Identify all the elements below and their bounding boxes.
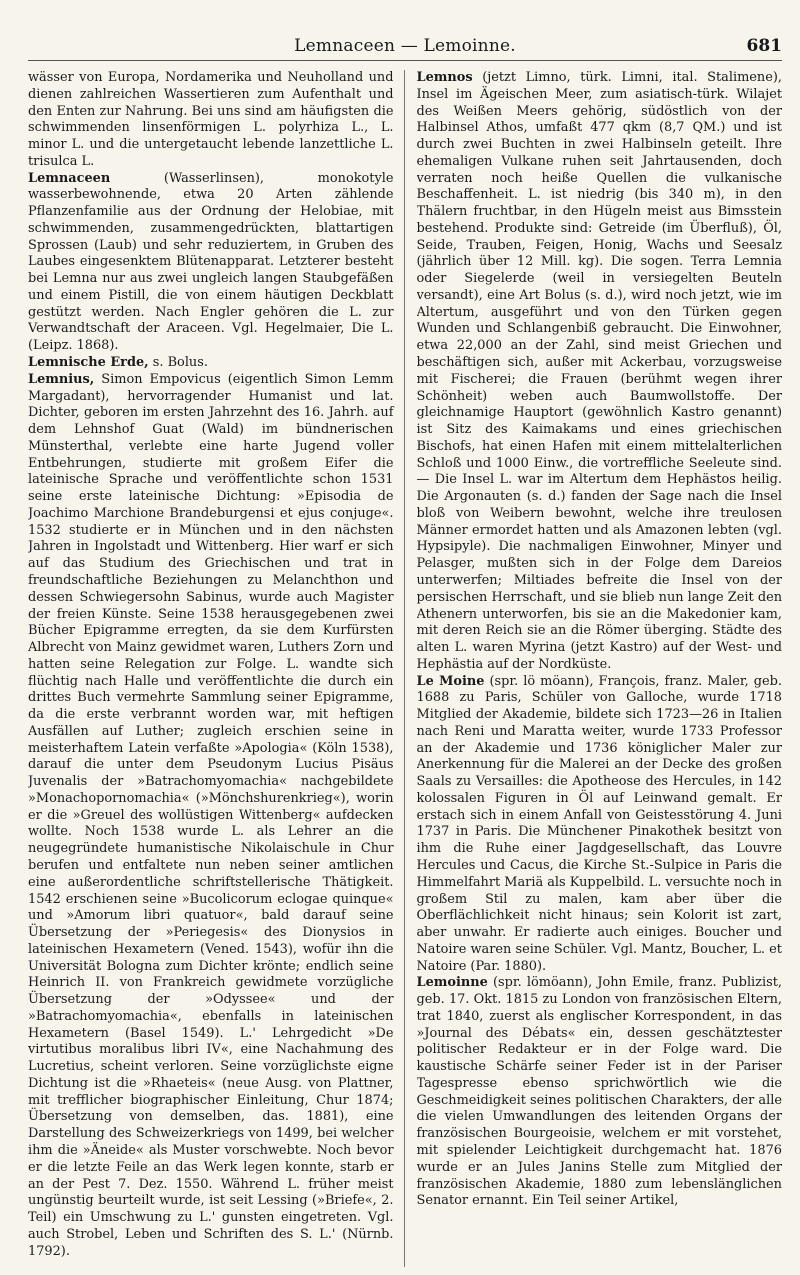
entry-text: Simon Empovicus (eigentlich Simon Lemm Margadant), hervorragender Humanist und lat. Dichter, geboren im ersten Jahrzehnt des 16. Jahrh. auf dem Lehnshof Guat (Wald) im bündnerischen Münsterthal, verlebte eine harte Jugend voller Entbehrungen, studierte mit großem Eifer die lateinische Sprache und veröffentlichte schon 1531 seine erste lateinische Dichtung: »Episodia de Joachimo Marchione Brandeburgensi et ejus conjuge«. 1532 studierte er in München und in den nächsten Jahren in Ingolstadt und Wittenberg. Hier warf er sich auf das Studium des Griechischen und trat in freundschaftliche Beziehungen zu Melanchthon und dessen Schwiegersohn Sabinus, wurde auch Magister der freien Künste. Seine 1538 herausgegebenen zwei Bücher Epigramme erregten, da sie dem Kurfürsten Albrecht von Mainz gewidmet waren, Luthers Zorn und hatten seine Relegation zur Folge. L. wandte sich flüchtig nach Halle und veröffentlichte die durch ein drittes Buch vermehrte Sammlung seiner Epigramme, da die erste verbrannt worden war, mit heftigen Ausfällen auf Luther; zugleich erschien seine in meisterhaftem Latein verfaßte »Apologia« (Köln 1538), darauf die unter dem Pseudonym Lucius Pisäus Juvenalis der »Batrachomyomachia« nachgebildete »Monachopornomachia« (»Mönchshurenkrieg«), worin er die »Greuel des wollüstigen Wittenberg« aufdecken wollte. Noch 1538 wurde L. als Lehrer an die neugegründete humanistische Nikolaischule in Chur berufen und entfaltete nun neben seiner amtlichen eine außerordentliche schriftstellerische Thätigkeit. 1542 erschienen seine »Bucolicorum eclogae quinque« und »Amorum libri quatuor«, bald darauf seine Übersetzung der »Periegesis« des Dionysios in lateinischen Hexametern (Vened. 1543), wofür ihn die Universität Bologna zum Dichter krönte; endlich seine Heinrich II. von Frankreich gewidmete vorzügliche Übersetzung der »Odyssee« und der »Batrachomyomachia«, ebenfalls in lateinischen Hexametern (Basel 1549). L.' Lehrgedicht »De virtutibus moralibus libri IV«, eine Nachahmung des Lucretius, scheint verloren. Seine vorzüglichste eigne Dichtung ist die »Rhaeteis« (neue Ausg. von Plattner, mit trefflicher biographischer Einleitung, Chur 1874; Übersetzung von demselben, das. 1881), eine Darstellung des Schweizerkriegs von 1499, bei welcher ihm die »Äneide« als Muster vorschwebte. Noch bevor er die letzte Feile an das Werk legen konnte, starb er an der Pest 7. Dez. 1550. Während L. früher meist ungünstig beurteilt wurde, ist seit Lessing (»Briefe«, 2. Teil) ein Umschwung zu L.' gunsten eingetreten. Vgl. auch Strobel, Leben und Schriften des S. L.' (Nürnb. 1792).: [28, 371, 394, 1259]
entry-lemnische-erde: [28, 355, 394, 372]
entry-headword: Lemnaceen: [28, 170, 111, 186]
left-column: [28, 70, 405, 1267]
running-title: Lemnaceen — Lemoinne.: [294, 36, 516, 56]
entry-headword: Lemoinne: [416, 975, 488, 991]
entry-headword: Lemnische Erde,: [28, 355, 149, 371]
entry-lemnaceen: [28, 171, 394, 355]
entry-lemnius: [28, 372, 394, 1261]
entry-text: (jetzt Limno, türk. Limni, ital. Stalimene), Insel im Ägeischen Meer, zum asiatisch-türk. Wilajet des Weißen Meers gehörig, südöstlich von der Halbinsel Athos, umfaßt 477 qkm (8,7 QM.) und ist durch zwei Buchten in zwei Halbinseln geteilt. Ihre ehemaligen Vulkane ruhen seit Jahrtausenden, doch verraten noch heiße Quellen die vulkanische Beschaffenheit. L. ist niedrig (bis 340 m), in den Thälern fruchtbar, in den Hügeln meist aus Bimsstein bestehend. Produkte sind: Getreide (im Überfluß), Öl, Seide, Trauben, Feigen, Honig, Wachs und Seesalz (jährlich über 12 Mill. kg). Die sogen. Terra Lemnia oder Siegelerde (weil in versiegelten Beuteln versandt), eine Art Bolus (s. d.), wird noch jetzt, wie im Altertum, ausgeführt und von den Türken gegen Wunden und Schlangenbiß gebraucht. Die Einwohner, etwa 22,000 an der Zahl, sind meist Griechen und beschäftigen sich, außer mit Ackerbau, vorzugsweise mit Fischerei; die Frauen (berühmt wegen ihrer Schönheit) weben auch Baumwollstoffe. Der gleichnamige Hauptort (gewöhnlich Kastro genannt) ist Sitz des Kaimakams und eines griechischen Bischofs, hat einen Hafen mit einem mittelalterlichen Schloß und 1000 Einw., die vortreffliche Seeleute sind. — Die Insel L. war im Altertum dem Hephästos heilig. Die Argonauten (s. d.) fanden der Sage nach die Insel bloß von Weibern bewohnt, welche ihre treulosen Männer ermordet hatten und als Amazonen lebten (vgl. Hypsipyle). Die nachmaligen Einwohner, Minyer und Pelasger, mußten sich in der Folge dem Dareios unterwerfen; Miltiades befreite die Insel von der persischen Herrschaft, und sie blieb nun lange Zeit den Athenern unterworfen, bis sie an die Makedonier kam, mit deren Reich sie an die Römer überging. Städte des alten L. waren Myrina (jetzt Kastro) auf der West- und Hephästia auf der Nordküste.: [416, 70, 782, 672]
entry-headword: Lemnius,: [28, 371, 95, 387]
entry-le-moine: [417, 674, 783, 976]
entry-text: wässer von Europa, Nordamerika und Neuholland und dienen zahlreichen Wassertieren zum Aufenthalt und den Enten zur Nahrung. Bei uns sind am häufigsten die schwimmenden linsenförmigen L. polyrhiza L., L. minor L. und die untergetaucht lebende lanzettliche L. trisulca L.: [28, 70, 394, 169]
entry-headword: Le Moine: [416, 673, 485, 689]
page-header: [28, 36, 782, 61]
entry-text: (spr. lömöann), John Emile, franz. Publizist, geb. 17. Okt. 1815 zu London von französischen Eltern, trat 1840, zuerst als englischer Korrespondent, in das »Journal des Débats« ein, dessen geschätztester politischer Redakteur er in der Folge ward. Die kaustische Schärfe seiner Feder ist in der Pariser Tagespresse ebenso sprichwörtlich wie die Geschmeidigkeit seines politischen Charakters, der alle die vielen Umwandlungen des leitenden Organs der französischen Bourgeoisie, welchem er mit vorstehet, mit spielender Leichtigkeit durchgemacht hat. 1876 wurde er an Jules Janins Stelle zum Mitglied der französischen Akademie, 1880 zum lebenslänglichen Senator ernannt. Ein Teil seiner Artikel,: [416, 975, 782, 1209]
entry-lemoinne: [417, 975, 783, 1210]
page-number: 681: [746, 36, 782, 56]
entry-text: (spr. lö möann), François, franz. Maler, geb. 1688 zu Paris, Schüler von Galloche, wurde 1718 Mitglied der Akademie, bildete sich 1723—26 in Italien nach Reni und Maratta weiter, wurde 1733 Professor an der Akademie und 1736 königlicher Maler zur Anerkennung für die Malerei an der Decke des großen Saals zu Versailles: die Apotheose des Hercules, in 142 kolossalen Figuren in Öl auf Leinwand gemalt. Er erstach sich in einem Anfall von Geistesstörung 4. Juni 1737 in Paris. Die Münchener Pinakothek besitzt von ihm die Ruhe einer Jagdgesellschaft, das Louvre Hercules und Cacus, die Kirche St.-Sulpice in Paris die Himmelfahrt Mariä als Kuppelbild. L. versuchte noch in großem Stil zu malen, kam aber über die Oberflächlichkeit nicht hinaus; sein Kolorit ist zart, aber unwahr. Er radierte auch einiges. Boucher und Natoire waren seine Schüler. Vgl. Mantz, Boucher, L. et Natoire (Par. 1880).: [416, 673, 782, 974]
text-columns: [28, 70, 782, 1267]
entry-continuation: [28, 70, 394, 171]
entry-text: s. Bolus.: [148, 355, 208, 371]
entry-lemnos: [417, 70, 783, 674]
right-column: [417, 70, 783, 1267]
entry-headword: Lemnos: [416, 70, 473, 85]
entry-text: (Wasserlinsen), monokotyle wasserbewohnende, etwa 20 Arten zählende Pflanzenfamilie aus der Ordnung der Helobiae, mit schwimmenden, zusammengedrückten, blattartigen Sprossen (Laub) und sehr reduziertem, in Gruben des Laubes eingesenktem Blütenapparat. Letzterer besteht bei Lemna nur aus zwei ungleich langen Staubgefäßen und einem Pistill, die von einem häutigen Deckblatt gestützt werden. Nach Engler gehören die L. zur Verwandtschaft der Araceen. Vgl. Hegelmaier, Die L. (Leipz. 1868).: [28, 170, 394, 354]
